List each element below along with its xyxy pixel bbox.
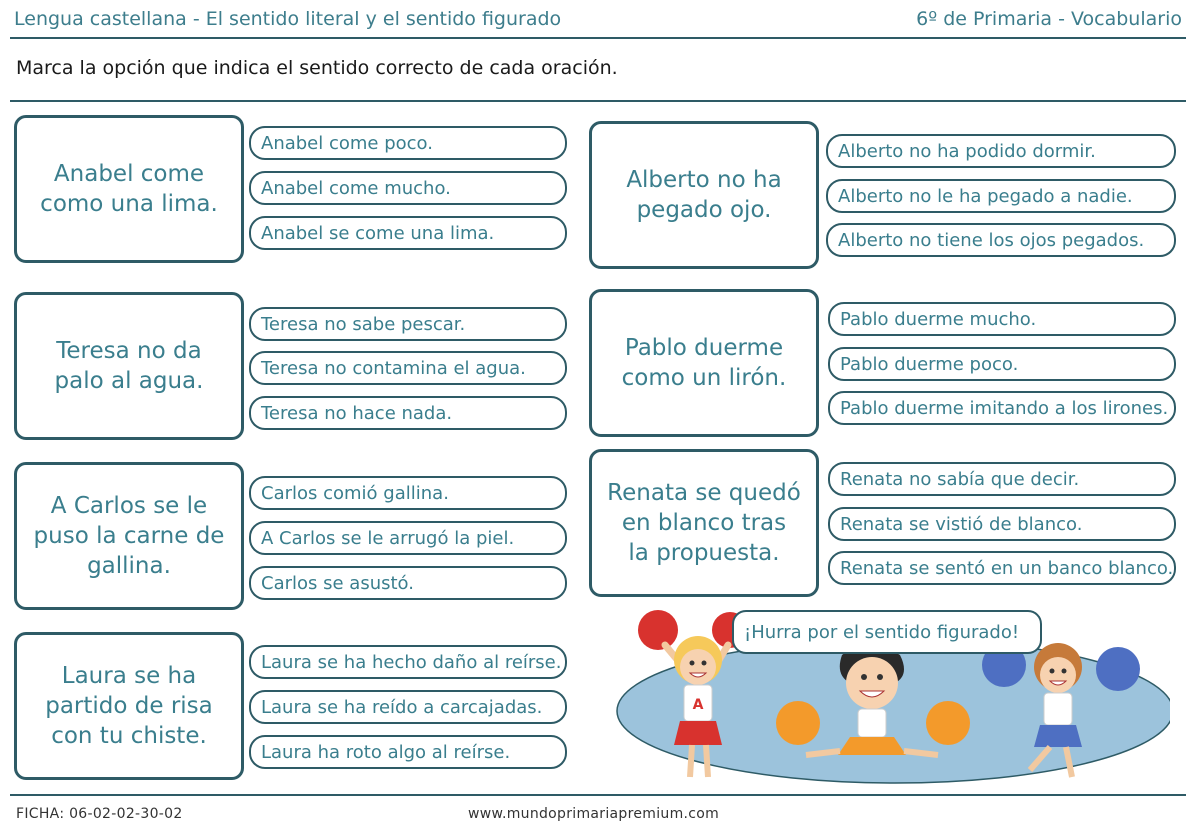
option-label: Renata se vistió de blanco. [840, 513, 1083, 535]
sentence-line: la propuesta. [628, 540, 780, 566]
answer-option[interactable] [249, 171, 567, 205]
answer-option[interactable] [249, 351, 567, 385]
option-label: Pablo duerme poco. [840, 353, 1019, 375]
option-label: Anabel come poco. [261, 132, 433, 154]
option-label: A Carlos se le arrugó la piel. [261, 527, 515, 549]
option-label: Anabel se come una lima. [261, 222, 495, 244]
worksheet-grade-subject: 6º de Primaria - Vocabulario [916, 8, 1182, 30]
answer-option[interactable] [828, 462, 1176, 496]
option-label: Anabel come mucho. [261, 177, 451, 199]
shirt-letter: A [692, 697, 704, 713]
answer-option[interactable] [249, 126, 567, 160]
sentence-line: Laura se ha [61, 663, 197, 689]
option-label: Renata no sabía que decir. [840, 468, 1080, 490]
website-link[interactable]: www.mundoprimariapremium.com [468, 806, 720, 822]
worksheet-code: FICHA: 06-02-02-30-02 [16, 806, 183, 822]
answer-option[interactable] [826, 179, 1176, 213]
sentence-line: Renata se quedó [607, 480, 801, 506]
footer-divider [10, 794, 1186, 796]
pompom-orange [926, 701, 970, 745]
sentence-line: puso la carne de [33, 523, 225, 549]
sentence-card [14, 292, 244, 440]
sentence-line: con tu chiste. [51, 723, 207, 749]
sentence-line: partido de risa [45, 693, 213, 719]
answer-option[interactable] [828, 551, 1176, 585]
option-label: Teresa no contamina el agua. [261, 357, 526, 379]
answer-option[interactable] [828, 347, 1176, 381]
option-label: Pablo duerme mucho. [840, 308, 1037, 330]
option-label: Alberto no ha podido dormir. [838, 140, 1096, 162]
answer-option[interactable] [826, 223, 1176, 257]
answer-option[interactable] [828, 507, 1176, 541]
answer-option[interactable] [249, 396, 567, 430]
option-label: Laura ha roto algo al reírse. [261, 741, 511, 763]
answer-option[interactable] [826, 134, 1176, 168]
sentence-card [14, 115, 244, 263]
option-label: Alberto no le ha pegado a nadie. [838, 185, 1133, 207]
sentence-line: Teresa no da [56, 338, 202, 364]
option-label: Laura se ha hecho daño al reírse. [261, 651, 562, 673]
answer-option[interactable] [249, 735, 567, 769]
sentence-card [589, 449, 819, 597]
sentence-line: en blanco tras [621, 510, 787, 536]
sentence-card [589, 121, 819, 269]
sentence-card [589, 289, 819, 437]
instruction-text: Marca la opción que indica el sentido correcto de cada oración. [16, 57, 618, 79]
answer-option[interactable] [249, 566, 567, 600]
pompom-red [638, 610, 678, 650]
sentence-line: como una lima. [40, 191, 218, 217]
answer-option[interactable] [249, 690, 567, 724]
answer-option[interactable] [249, 645, 567, 679]
sentence-line: palo al agua. [54, 368, 204, 394]
option-label: Carlos comió gallina. [261, 482, 449, 504]
header-divider [10, 37, 1186, 39]
option-label: Teresa no hace nada. [261, 402, 453, 424]
sentence-line: pegado ojo. [636, 197, 772, 223]
sentence-line: como un lirón. [621, 365, 787, 391]
speech-bubble-text: ¡Hurra por el sentido figurado! [744, 621, 1020, 643]
answer-option[interactable] [828, 391, 1176, 425]
sentence-line: gallina. [87, 553, 171, 579]
answer-option[interactable] [828, 302, 1176, 336]
sentence-card [14, 462, 244, 610]
sentence-line: Pablo duerme [624, 335, 784, 361]
sentence-line: Alberto no ha [626, 167, 782, 193]
worksheet-title: Lengua castellana - El sentido literal y el sentido figurado [14, 8, 562, 30]
answer-option[interactable] [249, 216, 567, 250]
sentence-line: A Carlos se le [50, 493, 208, 519]
sentence-card [14, 632, 244, 780]
option-label: Pablo duerme imitando a los lirones. [840, 397, 1169, 419]
pompom-blue [1096, 647, 1140, 691]
answer-option[interactable] [249, 307, 567, 341]
option-label: Laura se ha reído a carcajadas. [261, 696, 543, 718]
option-label: Renata se sentó en un banco blanco. [840, 557, 1174, 579]
answer-option[interactable] [249, 476, 567, 510]
answer-option[interactable] [249, 521, 567, 555]
option-label: Alberto no tiene los ojos pegados. [838, 229, 1145, 251]
option-label: Carlos se asustó. [261, 572, 414, 594]
instruction-divider [10, 100, 1186, 102]
sentence-line: Anabel come [53, 161, 205, 187]
option-label: Teresa no sabe pescar. [261, 313, 466, 335]
speech-bubble [732, 610, 1042, 654]
pompom-orange [776, 701, 820, 745]
